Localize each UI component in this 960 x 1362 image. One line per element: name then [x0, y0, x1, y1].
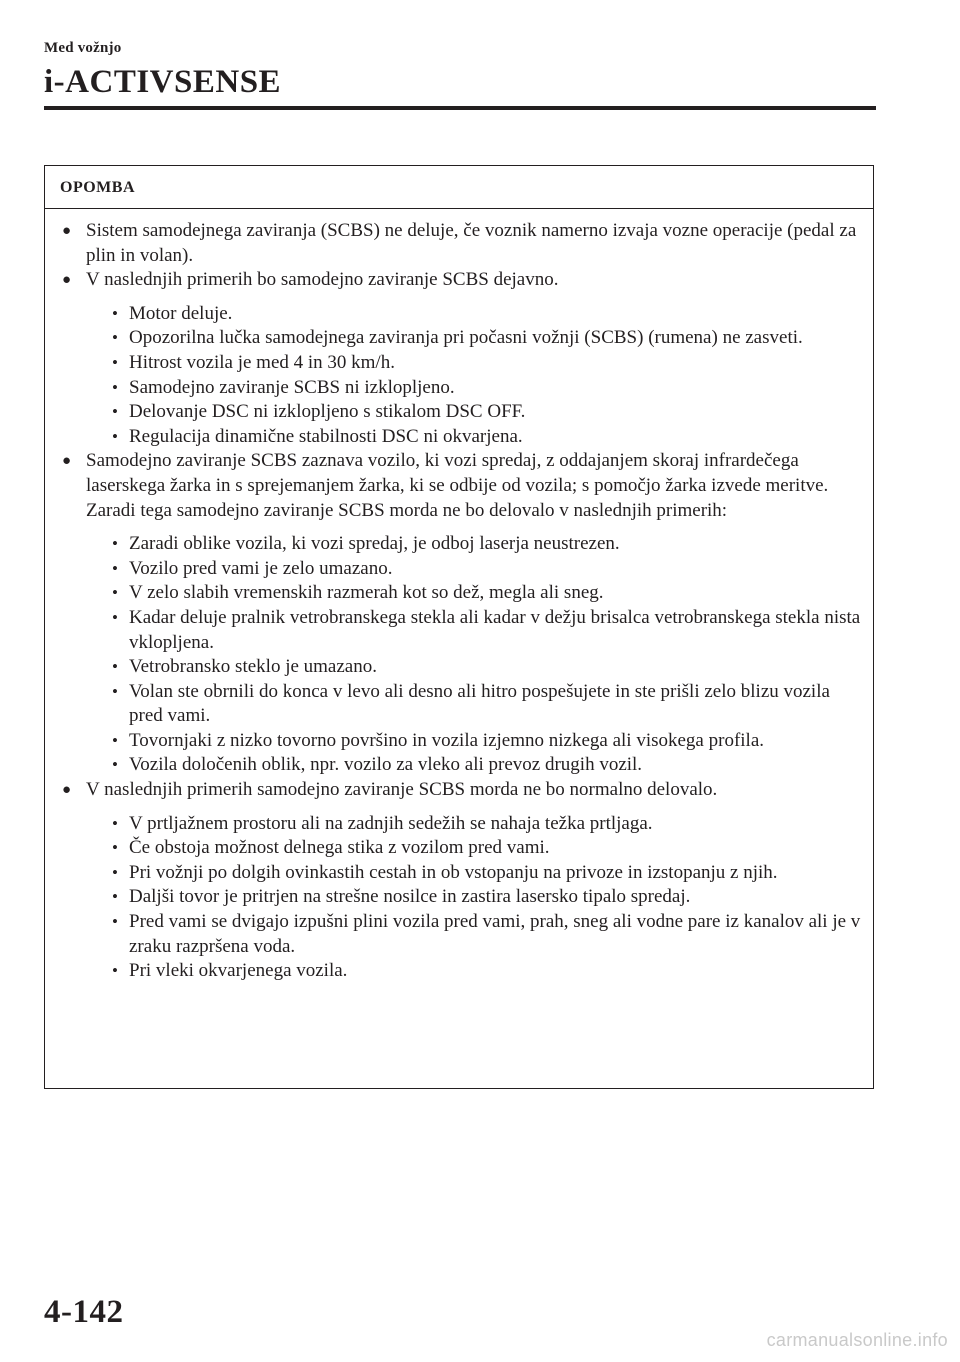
sub-item [112, 753, 861, 778]
bullet-dot-icon: ● [62, 453, 72, 470]
sub-item [112, 910, 861, 959]
sub-list [86, 532, 861, 778]
sub-item [112, 959, 861, 984]
bullet-icon: • [112, 838, 118, 858]
bullet-icon: • [112, 813, 118, 833]
sub-item-text: Opozorilna lučka samodejnega zaviranja pri počasni vožnji (SCBS) (rumena) ne zasveti. [129, 327, 803, 349]
note-item-text: V naslednjih primerih bo samodejno zaviranje SCBS dejavno. [86, 269, 559, 291]
sub-item-text: Pri vleki okvarjenega vozila. [129, 960, 348, 982]
bullet-icon: • [112, 558, 118, 578]
bullet-icon: • [112, 755, 118, 775]
sub-list [86, 812, 861, 984]
sub-item [112, 400, 861, 425]
note-heading: OPOMBA [45, 166, 873, 209]
sub-item-text: Tovornjaki z nizko tovorno površino in vozila izjemno nizkega ali visokega profila. [129, 729, 765, 751]
sub-item [112, 861, 861, 886]
bullet-dot-icon: ● [62, 272, 72, 289]
bullet-dot-icon: ● [62, 782, 72, 799]
sub-item [112, 655, 861, 680]
bullet-icon: • [112, 377, 118, 397]
sub-item-text: V zelo slabih vremenskih razmerah kot so dež, megla ali sneg. [129, 582, 604, 604]
sub-item-text: Vetrobransko steklo je umazano. [129, 656, 377, 678]
bullet-dot-icon: ● [62, 223, 72, 239]
note-item-text: Sistem samodejnega zaviranja (SCBS) ne deluje, če voznik namerno izvaja vozne operacije (pedal za plin in volan). [86, 220, 857, 266]
note-item [60, 268, 861, 449]
bullet-icon: • [112, 887, 118, 907]
note-item-text: Samodejno zaviranje SCBS zaznava vozilo, ki vozi spredaj, z oddajanjem skoraj infrardečega laserskega žarka in s sprejemanjem žarka, ki se odbije od vozila; s pomočjo žarka izvede meritve. Zaradi tega samodejno zaviranje SCBS morda ne bo delovalo v naslednjih primerih: [86, 450, 829, 521]
page-title: i-ACTIVSENSE [44, 64, 282, 100]
bullet-icon: • [112, 583, 118, 603]
note-item-text: V naslednjih primerih samodejno zaviranje SCBS morda ne bo normalno delovalo. [86, 779, 718, 801]
sub-item [112, 557, 861, 582]
sub-item-text: Pred vami se dvigajo izpušni plini vozila pred vami, prah, sneg ali vodne pare iz kanalov ali je v zraku razpršena voda. [129, 911, 861, 957]
sub-item [112, 376, 861, 401]
sub-item-text: Vozilo pred vami je zelo umazano. [129, 557, 393, 579]
section-label: Med vožnjo [44, 40, 122, 56]
bullet-icon: • [112, 303, 118, 323]
sub-item-text: Zaradi oblike vozila, ki vozi spredaj, je odboj laserja neustrezen. [129, 533, 620, 555]
bullet-icon: • [112, 352, 118, 372]
sub-item [112, 326, 861, 351]
sub-item [112, 680, 861, 729]
bullet-icon: • [112, 607, 118, 627]
sub-item [112, 885, 861, 910]
bullet-icon: • [112, 402, 118, 422]
sub-item [112, 581, 861, 606]
sub-item-text: Motor deluje. [129, 302, 233, 324]
watermark: carmanualsonline.info [766, 1330, 948, 1350]
sub-item-text: Daljši tovor je pritrjen na strešne nosilce in zastira lasersko tipalo spredaj. [129, 886, 691, 908]
sub-item-text: Samodejno zaviranje SCBS ni izklopljeno. [129, 376, 455, 398]
sub-item-text: Če obstoja možnost delnega stika z vozilom pred vami. [129, 837, 550, 859]
sub-item-text: Regulacija dinamične stabilnosti DSC ni okvarjena. [129, 425, 523, 447]
note-item [60, 449, 861, 778]
sub-item-text: V prtljažnem prostoru ali na zadnjih sedežih se nahaja težka prtljaga. [129, 812, 653, 834]
bullet-icon: • [112, 426, 118, 446]
note-item [60, 778, 861, 984]
bullet-icon: • [112, 328, 118, 348]
bullet-icon: • [112, 912, 118, 932]
sub-item [112, 836, 861, 861]
note-box [44, 165, 874, 1089]
page-number: 4-142 [44, 1294, 124, 1330]
sub-item-text: Hitrost vozila je med 4 in 30 km/h. [129, 351, 395, 373]
sub-item [112, 425, 861, 450]
title-rule [44, 106, 876, 110]
bullet-icon: • [112, 862, 118, 882]
bullet-icon: • [112, 681, 118, 701]
sub-item-text: Kadar deluje pralnik vetrobranskega stekla ali kadar v dežju brisalca vetrobranskega stekla nista vklopljena. [129, 606, 861, 653]
sub-list [86, 302, 861, 450]
sub-item [112, 729, 861, 754]
sub-item [112, 302, 861, 327]
sub-item [112, 812, 861, 837]
sub-item [112, 532, 861, 557]
sub-item [112, 606, 861, 655]
bullet-icon: • [112, 534, 118, 554]
sub-item-text: Volan ste obrnili do konca v levo ali desno ali hitro pospešujete in ste prišli zelo blizu vozila pred vami. [129, 680, 830, 727]
sub-item [112, 351, 861, 376]
sub-item-text: Delovanje DSC ni izklopljeno s stikalom DSC OFF. [129, 401, 526, 423]
bullet-icon: • [112, 961, 118, 981]
bullet-icon: • [112, 730, 118, 750]
note-body [45, 209, 873, 984]
sub-item-text: Vozila določenih oblik, npr. vozilo za vleko ali prevoz drugih vozil. [129, 754, 643, 776]
note-item [60, 219, 861, 268]
sub-item-text: Pri vožnji po dolgih ovinkastih cestah in ob vstopanju na privoze in izstopanju z njih. [129, 861, 778, 883]
bullet-icon: • [112, 657, 118, 677]
